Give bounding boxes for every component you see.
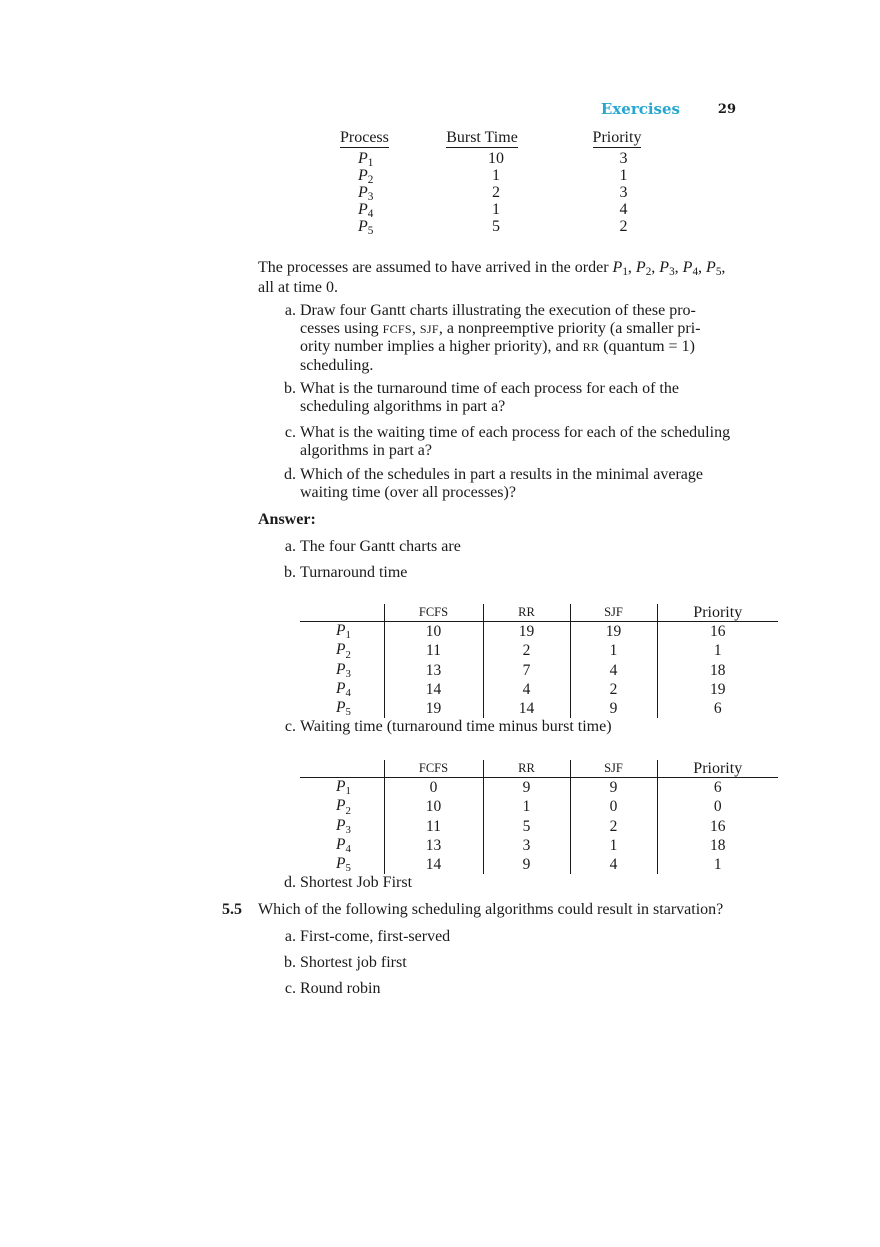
table-header-row: [300, 760, 778, 778]
question-a: a. Draw four Gantt charts illustrating the execution of these pro- cesses using FCFS, SJF, a nonpreemptive priority (a smaller pri- ority number implies a higher priority), and RR (quantum = 1) scheduling.: [284, 302, 701, 374]
waiting-table: [300, 760, 778, 874]
arrival-process: $P_3$: [659, 259, 675, 279]
process-index: 4: [367, 208, 374, 221]
table-cell: 1: [483, 797, 570, 816]
table-cell: 18: [657, 661, 778, 680]
option-b: b. Shortest job first: [284, 954, 407, 971]
table-cell: 14: [384, 680, 483, 699]
question-5-5-text: Which of the following scheduling algorithms could result in starvation?: [258, 901, 724, 918]
table-cell: 9: [570, 699, 657, 718]
page-number: 29: [717, 102, 736, 117]
table-row: [300, 680, 778, 699]
table-row: [300, 855, 778, 874]
table-cell: 2: [570, 817, 657, 836]
burst-time: 10: [487, 150, 504, 167]
arrival-process: $P_5$: [706, 259, 722, 279]
question-b: b. What is the turnaround time of each process for each of the scheduling algorithms in part a?: [284, 380, 679, 415]
burst-time: 1: [491, 201, 500, 218]
table-cell: 9: [483, 778, 570, 798]
table-cell: 1: [570, 836, 657, 855]
process-row: [336, 218, 666, 238]
section-title: Exercises: [600, 100, 680, 118]
table-cell: 9: [483, 855, 570, 874]
table-cell: 4: [570, 661, 657, 680]
priority: 3: [619, 184, 628, 201]
process-name: P: [358, 184, 368, 201]
row-process: $P_1$: [336, 778, 351, 798]
process-row: [336, 201, 666, 221]
row-process: $P_3$: [336, 816, 351, 836]
row-process: $P_4$: [336, 679, 351, 700]
process-name: P: [358, 218, 368, 235]
burst-time: 2: [491, 184, 500, 201]
turnaround-table: [300, 604, 778, 718]
table-cell: 5: [483, 817, 570, 836]
process-index: 5: [367, 225, 374, 238]
table-row: [300, 622, 778, 642]
arrival-order: $P_1$, $P_2$, $P_3$, $P_4$, $P_5$,: [612, 259, 726, 279]
table-cell: 19: [570, 622, 657, 642]
table-cell: 2: [483, 641, 570, 660]
arrival-process: $P_2$: [635, 259, 652, 279]
process-name: P: [358, 201, 368, 218]
answer-a: a. The four Gantt charts are: [284, 538, 461, 555]
burst-time: 1: [491, 167, 500, 184]
table-cell: 0: [384, 778, 483, 798]
process-index: 2: [367, 174, 374, 187]
table-cell: 4: [483, 680, 570, 699]
column-header: Priority: [657, 604, 778, 622]
column-header: RR: [483, 604, 570, 622]
column-header: RR: [483, 760, 570, 778]
process-index: 1: [367, 157, 374, 170]
burst-time: 5: [491, 218, 500, 235]
intro-paragraph: The processes are assumed to have arrived in the order $P_1$, $P_2$, $P_3$, $P_4$, $P_5$, all at time 0.: [258, 259, 726, 296]
table-cell: 16: [657, 622, 778, 642]
priority: 1: [619, 167, 628, 184]
option-a: a. First-come, first-served: [284, 928, 451, 945]
table-row: [300, 817, 778, 836]
process-row: [336, 150, 666, 170]
table-cell: 19: [384, 699, 483, 718]
process-table: [336, 128, 666, 238]
header-priority: Priority: [592, 129, 642, 146]
process-name: P: [358, 150, 368, 167]
process-row: [336, 167, 666, 187]
arrival-process: $P_4$: [682, 259, 699, 279]
question-c: c. What is the waiting time of each process for each of the scheduling algorithms in part a?: [284, 424, 731, 459]
table-cell: 7: [483, 661, 570, 680]
table-cell: 6: [657, 699, 778, 718]
table-cell: 13: [384, 836, 483, 855]
table-cell: 19: [483, 622, 570, 642]
priority: 3: [619, 150, 628, 167]
table-cell: 11: [384, 641, 483, 660]
process-index: 3: [367, 191, 374, 204]
table-row: [300, 836, 778, 855]
table-cell: 18: [657, 836, 778, 855]
table-cell: 4: [570, 855, 657, 874]
table-row: [300, 699, 778, 718]
table-cell: 0: [657, 797, 778, 816]
answer-b: b. Turnaround time: [284, 564, 408, 581]
table-cell: 10: [384, 797, 483, 816]
table-row: [300, 797, 778, 816]
row-process: $P_4$: [336, 835, 351, 856]
row-process: $P_5$: [336, 855, 351, 875]
question-d: d. Which of the schedules in part a results in the minimal average waiting time (over all processes)?: [284, 466, 703, 501]
answer-heading: Answer:: [258, 511, 316, 528]
column-header: FCFS: [384, 760, 483, 778]
table-cell: 9: [570, 778, 657, 798]
row-process: $P_2$: [336, 641, 351, 661]
column-header: FCFS: [384, 604, 483, 622]
row-process: $P_5$: [336, 699, 351, 719]
process-row: [336, 184, 666, 204]
table-cell: 1: [657, 855, 778, 874]
table-cell: 0: [570, 797, 657, 816]
table-cell: 6: [657, 778, 778, 798]
table-row: [300, 661, 778, 680]
header-process: Process: [340, 129, 389, 146]
option-c: c. Round robin: [284, 980, 381, 997]
question-number-5-5: 5.5: [222, 901, 242, 918]
answer-d: d. Shortest Job First: [284, 874, 413, 891]
table-cell: 19: [657, 680, 778, 699]
process-table-header: [336, 128, 666, 150]
table-cell: 10: [384, 622, 483, 642]
table-cell: 11: [384, 817, 483, 836]
table-cell: 14: [483, 699, 570, 718]
table-cell: 13: [384, 661, 483, 680]
column-header: SJF: [570, 604, 657, 622]
row-process: $P_3$: [336, 660, 351, 680]
priority: 2: [619, 218, 628, 235]
table-cell: 1: [657, 641, 778, 660]
table-header-row: [300, 604, 778, 622]
table-cell: 16: [657, 817, 778, 836]
table-cell: 14: [384, 855, 483, 874]
process-name: P: [358, 167, 368, 184]
header-burst-time: Burst Time: [446, 129, 518, 146]
arrival-process: $P_1$: [612, 259, 628, 279]
answer-c: c. Waiting time (turnaround time minus burst time): [284, 718, 612, 735]
table-cell: 2: [570, 680, 657, 699]
row-process: $P_2$: [336, 797, 351, 817]
row-process: $P_1$: [336, 622, 351, 642]
priority: 4: [619, 201, 628, 218]
table-row: [300, 778, 778, 798]
table-cell: 3: [483, 836, 570, 855]
table-row: [300, 641, 778, 660]
column-header: SJF: [570, 760, 657, 778]
table-cell: 1: [570, 641, 657, 660]
column-header: Priority: [657, 760, 778, 778]
